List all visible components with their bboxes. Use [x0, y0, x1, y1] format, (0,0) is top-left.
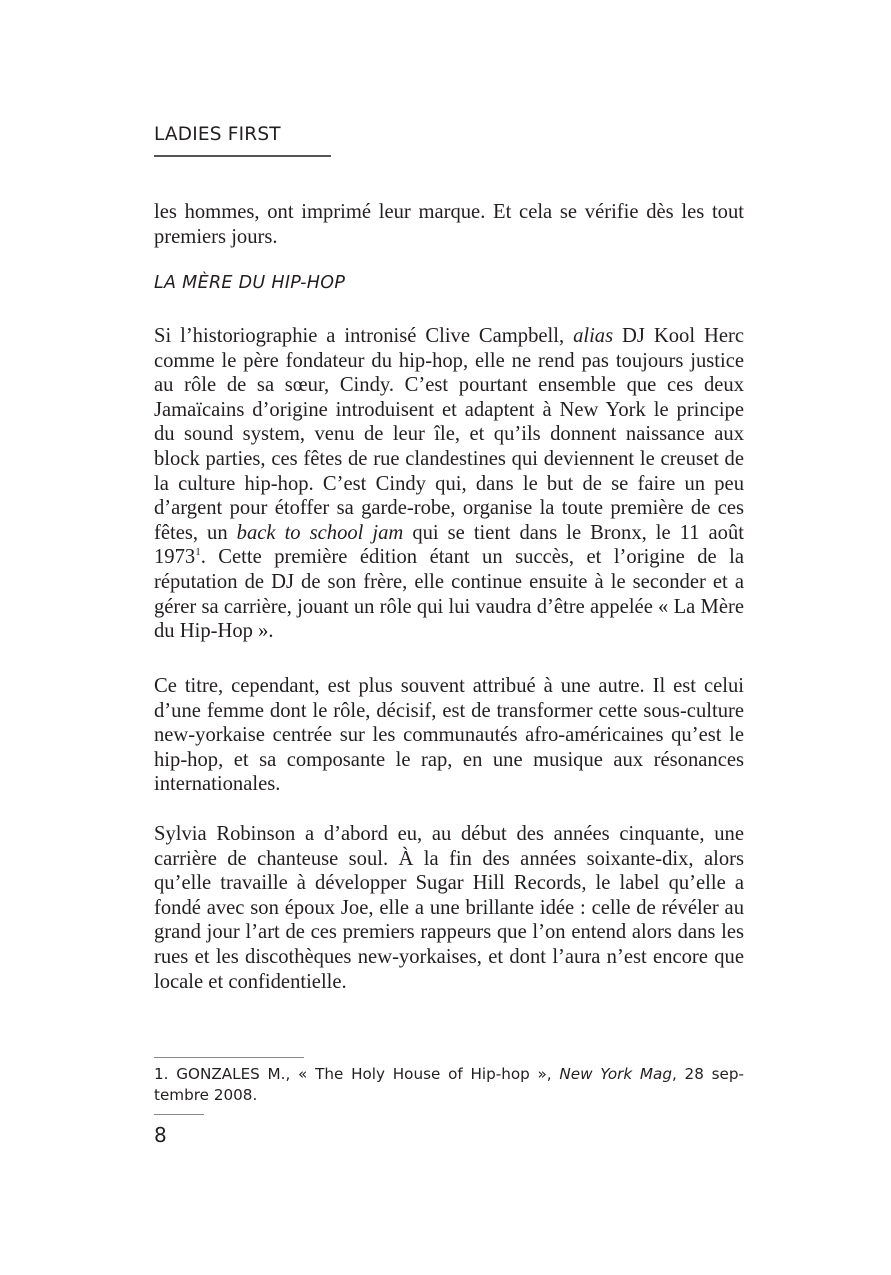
running-head: LADIES FIRST [154, 124, 281, 145]
running-head-rule [154, 155, 331, 157]
paragraph-cindy [154, 324, 744, 644]
p3-text: Ce titre, cependant, est plus souvent attribué à une autre. Il est celui d’une femme dont le rôle, décisif, est de transformer cette sous-culture new-yorkaise centrée sur les communautés afro-américaines qu’est le hip-hop, et sa composante le rap, en une musique aux résonances internationales. [154, 675, 744, 796]
page-number: 8 [154, 1123, 167, 1147]
p2-text-d: . Cette première édition étant un succès, et l’origine de la réputation de DJ de son frère, elle continue ensuite à le seconder et a gérer sa carrière, jouant un rôle qui lui vaudra d’être appelée « La Mère du Hip-Hop ». [154, 546, 744, 643]
p2-text-c: qui se tient dans le Bronx, le 11 août 1973 [154, 521, 744, 569]
intro-paragraph [154, 200, 744, 249]
p2-text-b: DJ Kool Herc comme le père fondateur du hip-hop, elle ne rend pas toujours justice au rôle de sa sœur, Cindy. C’est pourtant ensemble que ces deux Jamaïcains d’origine introduisent et adaptent à New York le principe du sound system, venu de leur île, et qu’ils donnent naissance aux block parties, ces fêtes de rue clandestines qui deviennent le creuset de la culture hip-hop. C’est Cindy qui, dans le but de se faire un peu d’argent pour étoffer sa garde-robe, organise la toute première de ces fêtes, un [154, 325, 744, 544]
paragraph-title [154, 674, 744, 797]
footnote-rule [154, 1057, 304, 1058]
paragraph-sylvia [154, 822, 744, 994]
footnote-number: 1. [154, 1065, 169, 1083]
p2-italic-jam: back to school jam [236, 521, 404, 544]
footnote-reference[interactable]: 1 [195, 546, 201, 559]
p2-text-a: Si l’historiographie a intronisé Clive Campbell, [154, 325, 574, 347]
footnote [154, 1064, 744, 1106]
footnote-italic: New York Mag [559, 1065, 672, 1083]
p4-text: Sylvia Robinson a d’abord eu, au début des années cinquante, une carrière de chanteuse soul. À la fin des années soixante-dix, alors qu’elle travaille à développer Sugar Hill Records, le label qu’elle a fondé avec son époux Joe, elle a une brillante idée : celle de révéler au grand jour l’art de ces premiers rappeurs que l’on entend alors dans les rues et les discothèques new-yorkaises, et dont l’aura n’est encore que locale et confidentielle. [154, 823, 744, 993]
intro-text: les hommes, ont imprimé leur marque. Et cela se vérifie dès les tout premiers jours. [154, 201, 744, 248]
folio-rule [154, 1114, 204, 1115]
footnote-text-a: GONZALES M., « The Holy House of Hip-hop », [168, 1065, 560, 1083]
p2-italic-alias: alias [573, 325, 614, 347]
section-title: LA MÈRE DU HIP-HOP [154, 273, 346, 293]
footnote-text-b: , 28 septembre 2008. [154, 1065, 744, 1104]
